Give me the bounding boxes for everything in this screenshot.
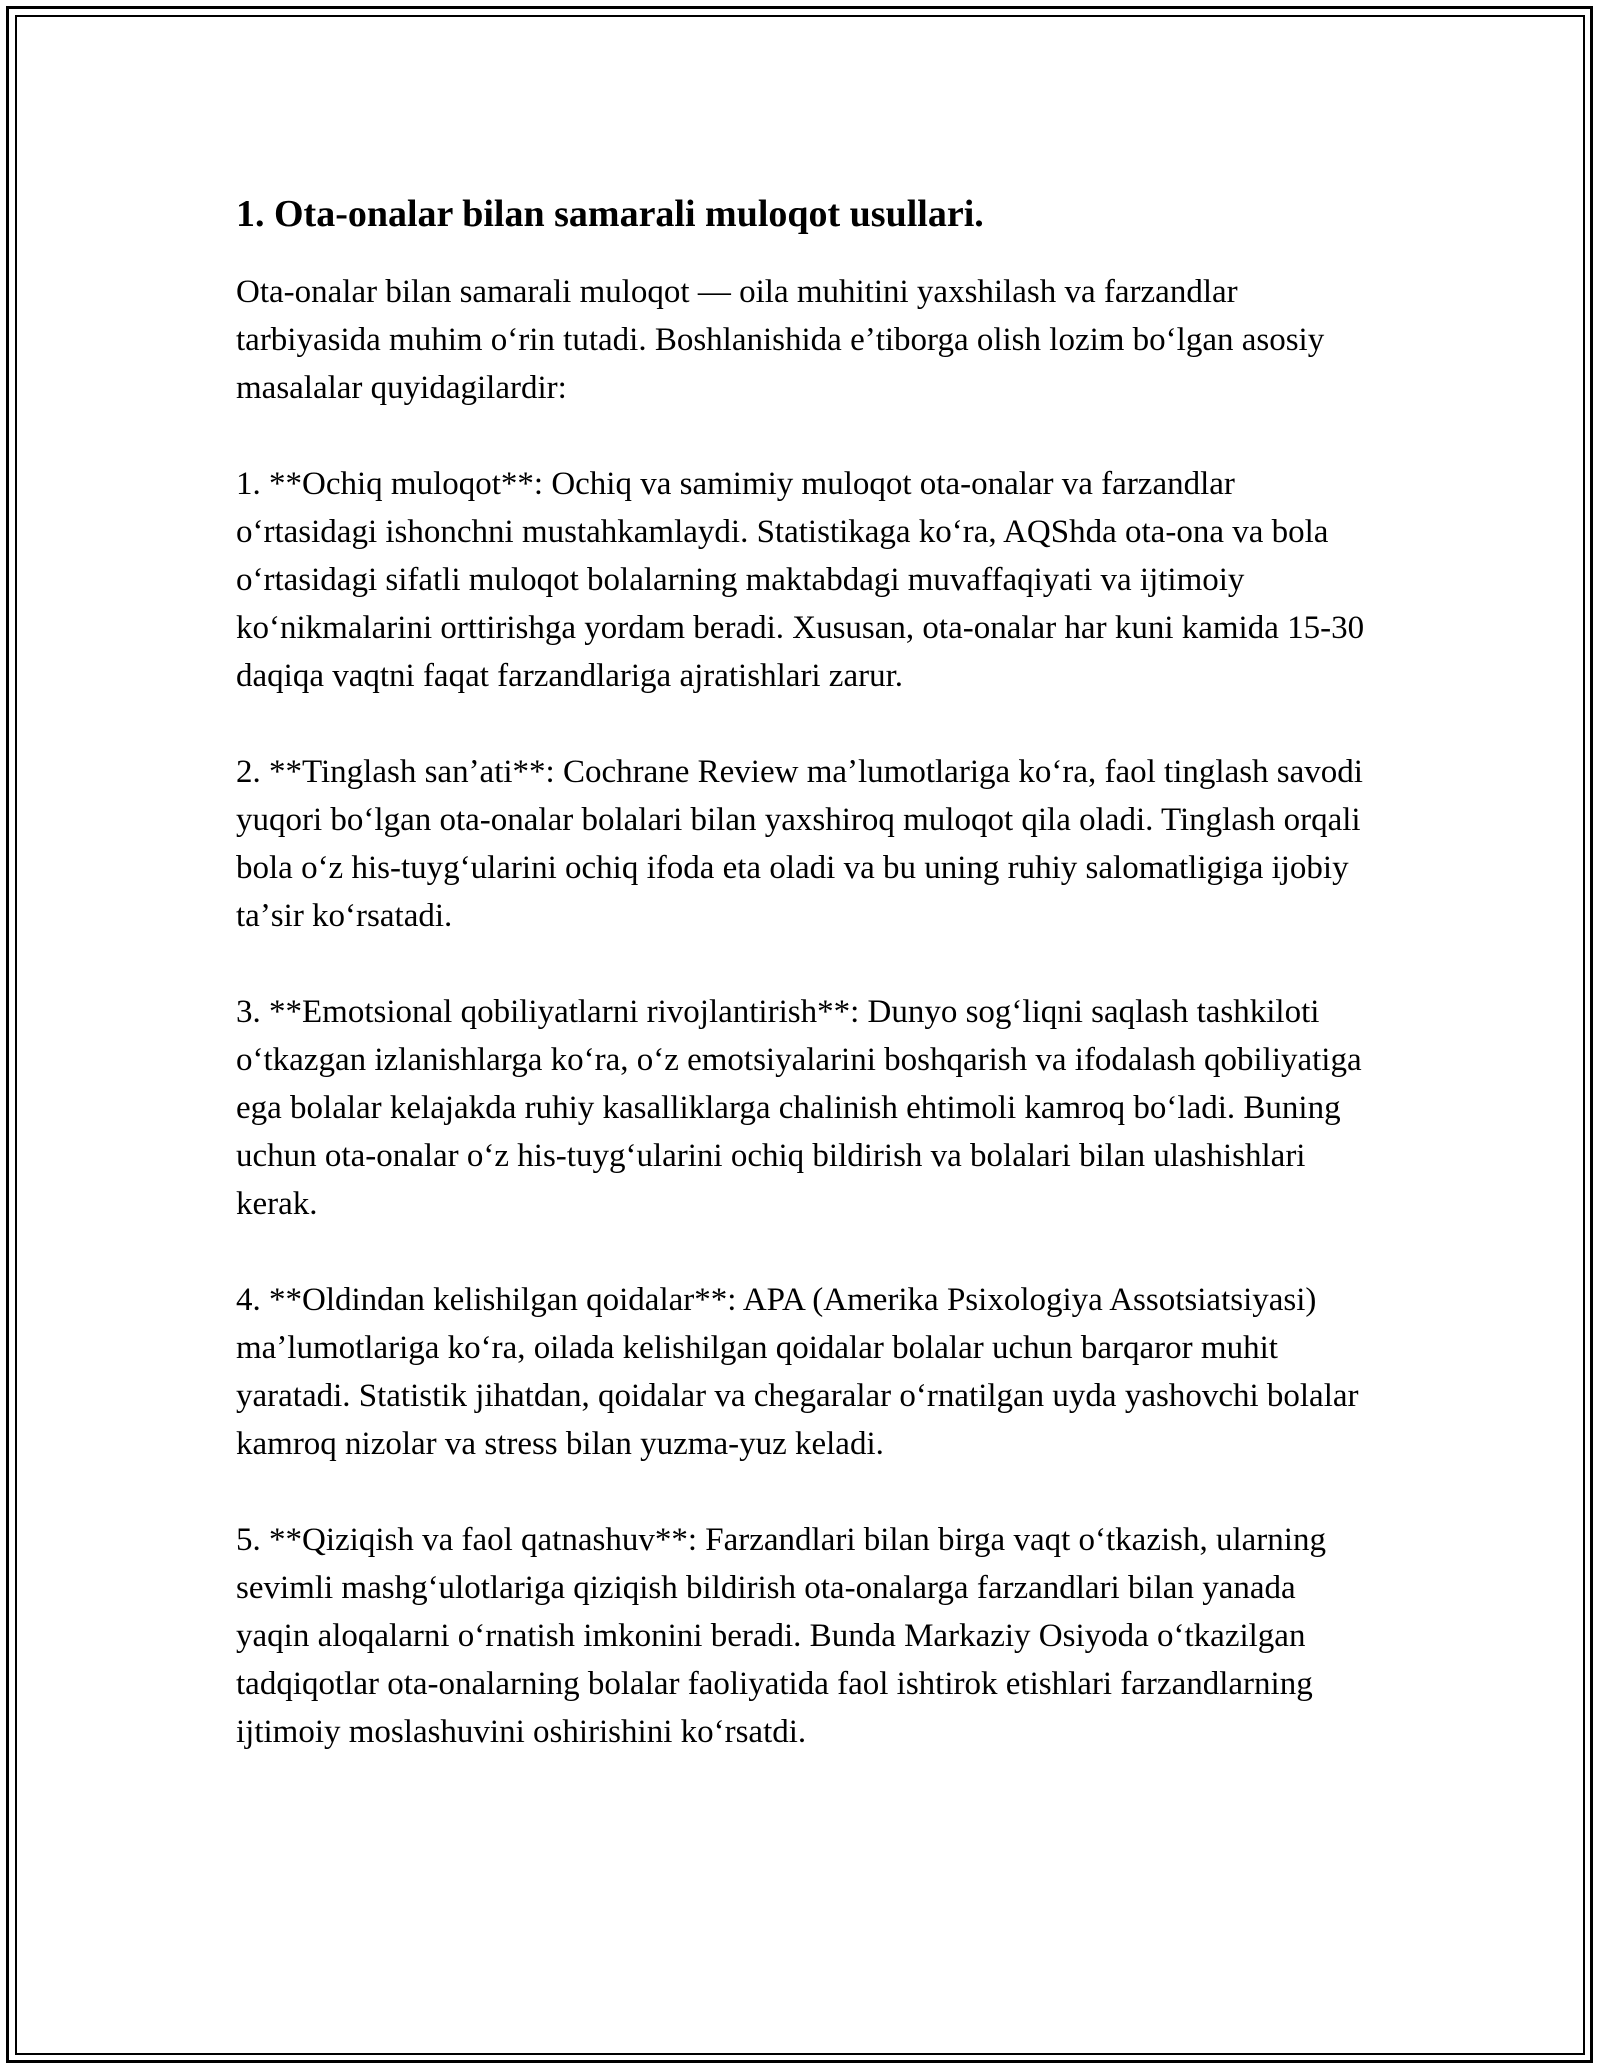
list-item: 2. **Tinglash sanʼati**: Cochrane Review maʼlumotlariga koʻra, faol tinglash savodi yuqori boʻlgan ota-onalar bolalari bilan yaxshiroq muloqot qila oladi. Tinglash orqali bola oʻz his-tuygʻularini ochiq ifoda eta oladi va bu uning ruhiy salomatligiga ijobiy taʼsir koʻrsatadi. — [236, 754, 1363, 934]
document-body — [236, 186, 1376, 1804]
intro-paragraph: Ota-onalar bilan samarali muloqot — oila muhitini yaxshilash va farzandlar tarbiyasida muhim oʻrin tutadi. Boshlanishida eʼtiborga olish lozim boʻlgan asosiy masalalar quyidagilardir: — [236, 274, 1325, 406]
section-heading: 1. Ota-onalar bilan samarali muloqot usullari. — [236, 193, 984, 235]
list-item: 5. **Qiziqish va faol qatnashuv**: Farzandlari bilan birga vaqt oʻtkazish, ularning sevimli mashgʻulotlariga qiziqish bildirish ota-onalarga farzandlari bilan yanada yaqin aloqalarni oʻrnatish imkonini beradi. Bunda Markaziy Osiyoda oʻtkazilgan tadqiqotlar ota-onalarning bolalar faoliyatida faol ishtirok etishlari farzandlarning ijtimoiy moslashuvini oshirishini koʻrsatdi. — [236, 1522, 1326, 1750]
list-item: 4. **Oldindan kelishilgan qoidalar**: APA (Amerika Psixologiya Assotsiatsiyasi) maʼlumotlariga koʻra, oilada kelishilgan qoidalar bolalar uchun barqaror muhit yaratadi. Statistik jihatdan, qoidalar va chegaralar oʻrnatilgan uyda yashovchi bolalar kamroq nizolar va stress bilan yuzma-yuz keladi. — [236, 1282, 1359, 1462]
list-item: 1. **Ochiq muloqot**: Ochiq va samimiy muloqot ota-onalar va farzandlar oʻrtasidagi ishonchni mustahkamlaydi. Statistikaga koʻra, AQShda ota-ona va bola oʻrtasidagi sifatli muloqot bolalarning maktabdagi muvaffaqiyati va ijtimoiy koʻnikmalarini orttirishga yordam beradi. Xususan, ota-onalar har kuni kamida 15-30 daqiqa vaqtni faqat farzandlariga ajratishlari zarur. — [236, 466, 1365, 694]
list-item: 3. **Emotsional qobiliyatlarni rivojlantirish**: Dunyo sogʻliqni saqlash tashkiloti oʻtkazgan izlanishlarga koʻra, oʻz emotsiyalarini boshqarish va ifodalash qobiliyatiga ega bolalar kelajakda ruhiy kasalliklarga chalinish ehtimoli kamroq boʻladi. Buning uchun ota-onalar oʻz his-tuygʻularini ochiq bildirish va bolalari bilan ulashishlari kerak. — [236, 994, 1362, 1222]
